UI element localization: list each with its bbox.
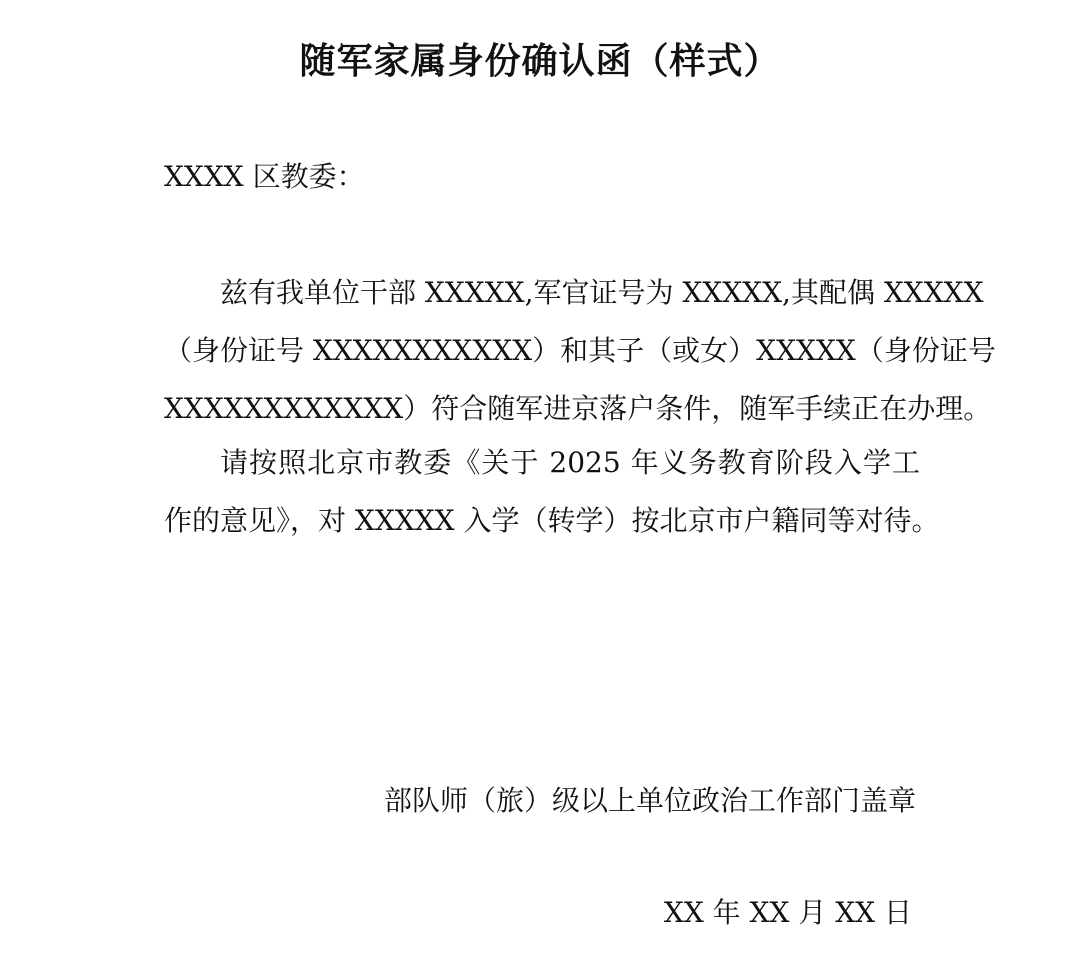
paragraph-2-line-2: 作的意见》，对 XXXXX 入学（转学）按北京市户籍同等对待。 <box>164 504 940 537</box>
paragraph-1-line-3: XXXXXXXXXXXX）符合随军进京落户条件，随军手续正在办理。 <box>164 392 992 425</box>
date-line: XX 年 XX 月 XX 日 <box>663 896 912 929</box>
paragraph-1-line-2: （身份证号 XXXXXXXXXXX）和其子（或女）XXXXX（身份证号 <box>164 334 996 367</box>
paragraph-1 <box>164 264 996 438</box>
paragraph-1-line-1: 兹有我单位干部 XXXXX,军官证号为 XXXXX,其配偶 XXXXX <box>220 276 984 309</box>
signature-line: 部队师（旅）级以上单位政治工作部门盖章 <box>383 784 916 817</box>
salutation: XXXX 区教委： <box>164 160 365 193</box>
document-title: 随军家属身份确认函（样式） <box>299 40 781 82</box>
paragraph-2 <box>164 434 940 550</box>
paragraph-2-line-1: 请按照北京市教委《关于 2025 年义务教育阶段入学工 <box>220 446 920 479</box>
